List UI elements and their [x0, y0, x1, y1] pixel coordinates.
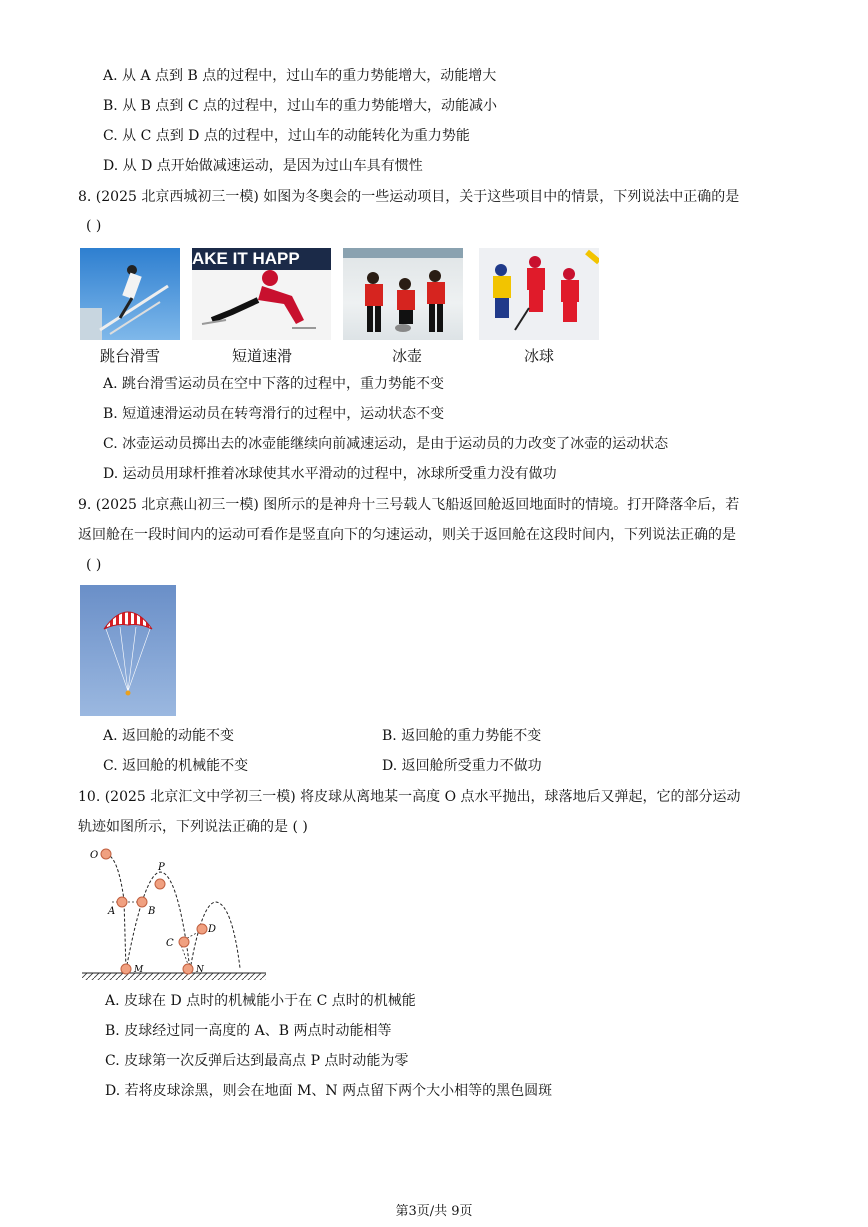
q10-stem-line1: 10. (2025 北京汇文中学初三一模) 将皮球从离地某一高度 O 点水平抛出，球落地后又弹起，它的部分运动 — [78, 789, 741, 805]
ball-a — [117, 897, 127, 907]
caption-speed-skating: 短道速滑 — [231, 347, 292, 365]
ball-c — [179, 937, 189, 947]
hockey-players — [479, 248, 599, 340]
parachute-figure — [80, 585, 176, 716]
q9-option-b: B. 返回舱的重力势能不变 — [382, 728, 542, 744]
speed-skating-photo — [192, 248, 331, 340]
q9-stem-line1: 9. (2025 北京燕山初三一模) 图所示的是神舟十三号载人飞船返回舱返回地面时的情境。打开降落伞后，若 — [78, 497, 740, 513]
trajectory-svg — [82, 840, 272, 985]
q7-option-b: B. 从 B 点到 C 点的过程中，过山车的重力势能增大，动能减小 — [103, 98, 497, 114]
q10-option-a: A. 皮球在 D 点时的机械能小于在 C 点时的机械能 — [105, 993, 416, 1009]
q10-option-c: C. 皮球第一次反弹后达到最高点 P 点时动能为零 — [105, 1053, 409, 1069]
ball-p — [155, 879, 165, 889]
curling-players — [343, 248, 463, 340]
q9-answer-paren: ( ) — [86, 557, 102, 573]
q8-option-b: B. 短道速滑运动员在转弯滑行的过程中，运动状态不变 — [103, 406, 445, 422]
ball-n — [183, 964, 193, 974]
q10-stem-line2: 轨迹如图所示，下列说法正确的是 ( ) — [78, 819, 308, 835]
ball-o — [101, 849, 111, 859]
label-p: P — [158, 862, 165, 873]
label-b: B — [148, 906, 156, 917]
q9-option-c: C. 返回舱的机械能不变 — [103, 758, 249, 774]
parachute-capsule-photo — [80, 585, 176, 716]
label-c: C — [166, 938, 174, 949]
label-d: D — [208, 924, 217, 935]
q8-option-d: D. 运动员用球杆推着冰球使其水平滑动的过程中，冰球所受重力没有做功 — [103, 466, 557, 482]
q8-option-c: C. 冰壶运动员掷出去的冰壶能继续向前减速运动，是由于运动员的力改变了冰壶的运动状态 — [103, 436, 669, 452]
q7-option-a: A. 从 A 点到 B 点的过程中，过山车的重力势能增大，动能增大 — [103, 68, 497, 84]
q9-option-d: D. 返回舱所受重力不做功 — [382, 758, 542, 774]
ball-m — [121, 964, 131, 974]
ball-d — [197, 924, 207, 934]
ball-trajectory-diagram — [82, 840, 272, 985]
q8-option-a: A. 跳台滑雪运动员在空中下落的过程中，重力势能不变 — [103, 376, 445, 392]
q10-option-b: B. 皮球经过同一高度的 A、B 两点时动能相等 — [105, 1023, 392, 1039]
page-footer: 第3页/共 9页 — [395, 1204, 473, 1219]
ice-hockey-photo — [479, 248, 599, 340]
q7-option-d: D. 从 D 点开始做减速运动，是因为过山车具有惯性 — [103, 158, 423, 174]
q10-option-d: D. 若将皮球涂黑，则会在地面 M、N 两点留下两个大小相等的黑色圆斑 — [105, 1083, 553, 1099]
label-a: A — [108, 906, 116, 917]
q9-stem-line2: 返回舱在一段时间内的运动可看作是竖直向下的匀速运动，则关于返回舱在这段时间内，下列说法正确的是 — [78, 527, 736, 543]
q8-answer-paren: ( ) — [86, 218, 102, 234]
banner-text: AKE IT HAPP — [192, 248, 331, 270]
q7-option-c: C. 从 C 点到 D 点的过程中，过山车的动能转化为重力势能 — [103, 128, 470, 144]
ski-jumper-figure — [80, 248, 180, 340]
q9-option-a: A. 返回舱的动能不变 — [103, 728, 235, 744]
skater-figure — [192, 248, 331, 340]
label-o: O — [90, 850, 99, 861]
caption-curling: 冰壶 — [391, 347, 422, 365]
caption-ice-hockey: 冰球 — [523, 347, 554, 365]
curling-photo — [343, 248, 463, 340]
label-n: N — [196, 965, 204, 975]
ski-jump-photo — [80, 248, 180, 340]
ball-b — [137, 897, 147, 907]
label-m: M — [134, 965, 144, 975]
caption-ski-jump: 跳台滑雪 — [99, 347, 160, 365]
q8-stem: 8. (2025 北京西城初三一模) 如图为冬奥会的一些运动项目，关于这些项目中的情景，下列说法中正确的是 — [78, 189, 740, 205]
